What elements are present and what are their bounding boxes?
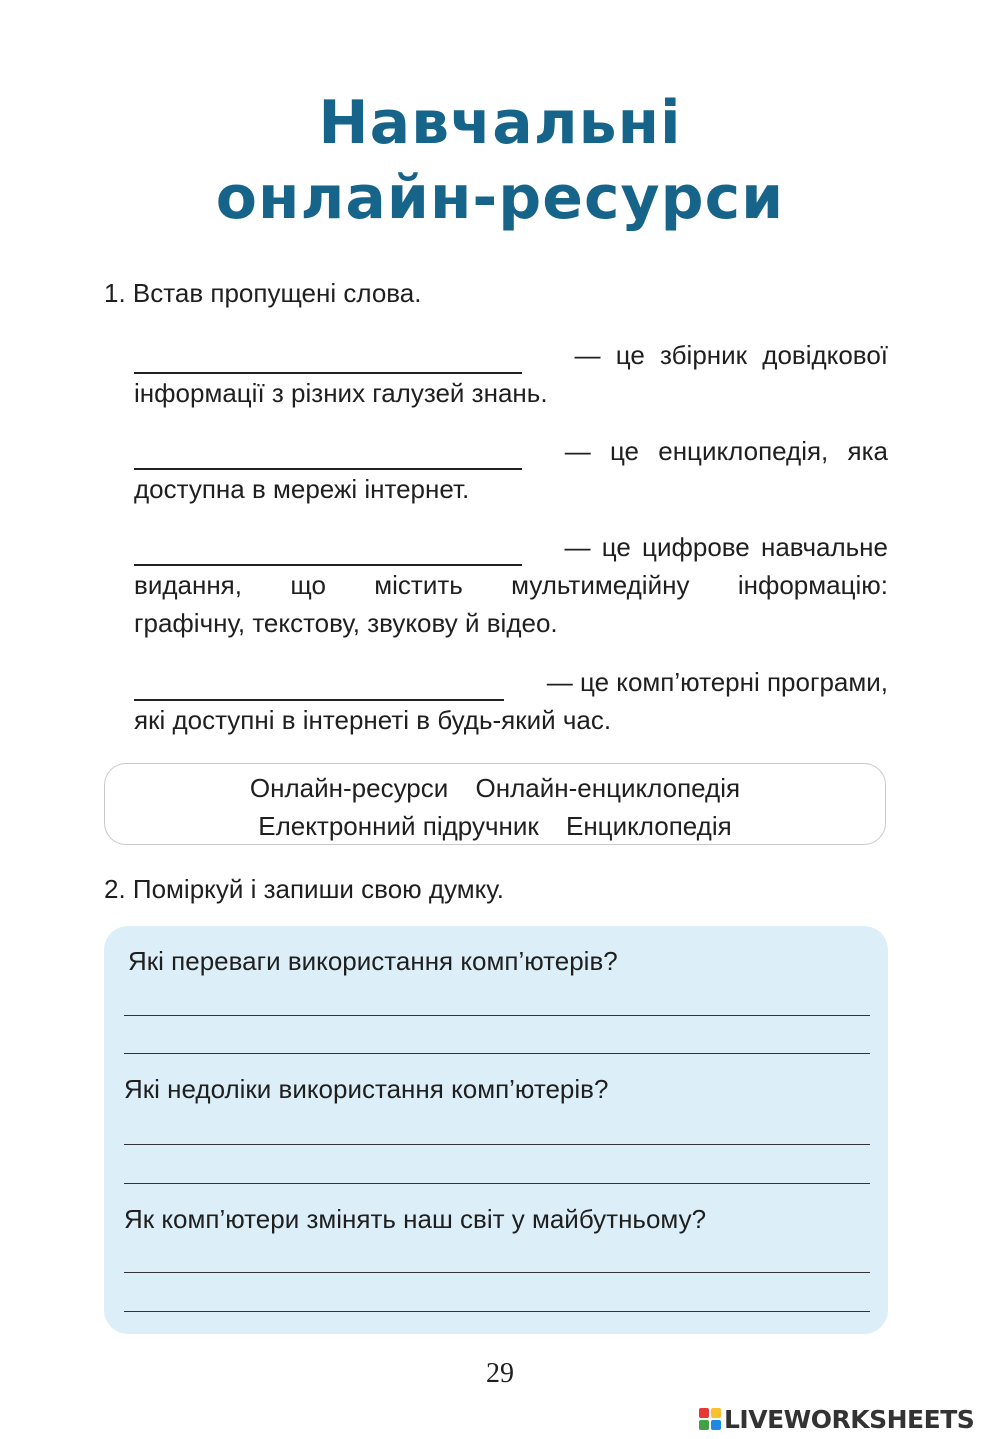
fill-item-3 bbox=[134, 528, 888, 642]
liveworksheets-logo-icon bbox=[698, 1406, 722, 1432]
answer-blank-4[interactable] bbox=[134, 677, 504, 701]
fill-item-4-text-b: які доступні в інтернеті в будь-який час. bbox=[134, 705, 612, 735]
fill-item-4 bbox=[134, 663, 888, 739]
fill-item-3-text-b: видання, що містить мультимедійну інформацію: bbox=[134, 570, 888, 600]
liveworksheets-logo bbox=[698, 1405, 974, 1433]
answer-blank-3[interactable] bbox=[134, 542, 522, 566]
word-bank-item[interactable]: Онлайн-енциклопедія bbox=[475, 773, 741, 803]
answer-line[interactable] bbox=[124, 1053, 870, 1054]
answer-line[interactable] bbox=[124, 1144, 870, 1145]
answer-line[interactable] bbox=[124, 1272, 870, 1273]
fill-item-1 bbox=[134, 336, 888, 412]
answer-box bbox=[104, 926, 888, 1334]
word-bank-item[interactable]: Енциклопедія bbox=[565, 811, 732, 841]
task1-heading: 1. Встав пропущені слова. bbox=[104, 278, 422, 308]
question-3: Як комп’ютери змінять наш світ у майбутньому? bbox=[124, 1204, 707, 1234]
fill-item-2 bbox=[134, 432, 888, 508]
word-bank-item[interactable]: Електронний підручник bbox=[258, 811, 539, 841]
fill-item-3-text-a: — це цифрове навчальне bbox=[564, 532, 888, 562]
page-title-line2: онлайн-ресурси bbox=[215, 163, 785, 233]
task2-heading: 2. Поміркуй і запиши свою думку. bbox=[104, 874, 504, 904]
page-title-line1: Навчальні bbox=[318, 88, 682, 158]
answer-line[interactable] bbox=[124, 1183, 870, 1184]
fill-item-3-text-c: графічну, текстову, звукову й відео. bbox=[134, 608, 558, 638]
fill-item-1-text-a: — це збірник довідкової bbox=[574, 340, 888, 370]
word-bank bbox=[104, 763, 886, 845]
answer-blank-1[interactable] bbox=[134, 350, 522, 374]
word-bank-item[interactable]: Онлайн-ресурси bbox=[249, 773, 449, 803]
answer-blank-2[interactable] bbox=[134, 446, 522, 470]
fill-item-2-text-a: — це енциклопедія, яка bbox=[564, 436, 888, 466]
liveworksheets-logo-text: LIVEWORKSHEETS bbox=[724, 1404, 975, 1434]
answer-line[interactable] bbox=[124, 1015, 870, 1016]
fill-item-1-text-b: інформації з різних галузей знань. bbox=[134, 378, 548, 408]
page-number: 29 bbox=[486, 1358, 514, 1389]
question-2: Які недоліки використання комп’ютерів? bbox=[124, 1074, 609, 1104]
answer-line[interactable] bbox=[124, 1311, 870, 1312]
fill-item-4-text-a: — це комп’ютерні програми, bbox=[546, 667, 888, 697]
question-1: Які переваги використання комп’ютерів? bbox=[128, 946, 618, 976]
fill-item-2-text-b: доступна в мережі інтернет. bbox=[134, 474, 470, 504]
